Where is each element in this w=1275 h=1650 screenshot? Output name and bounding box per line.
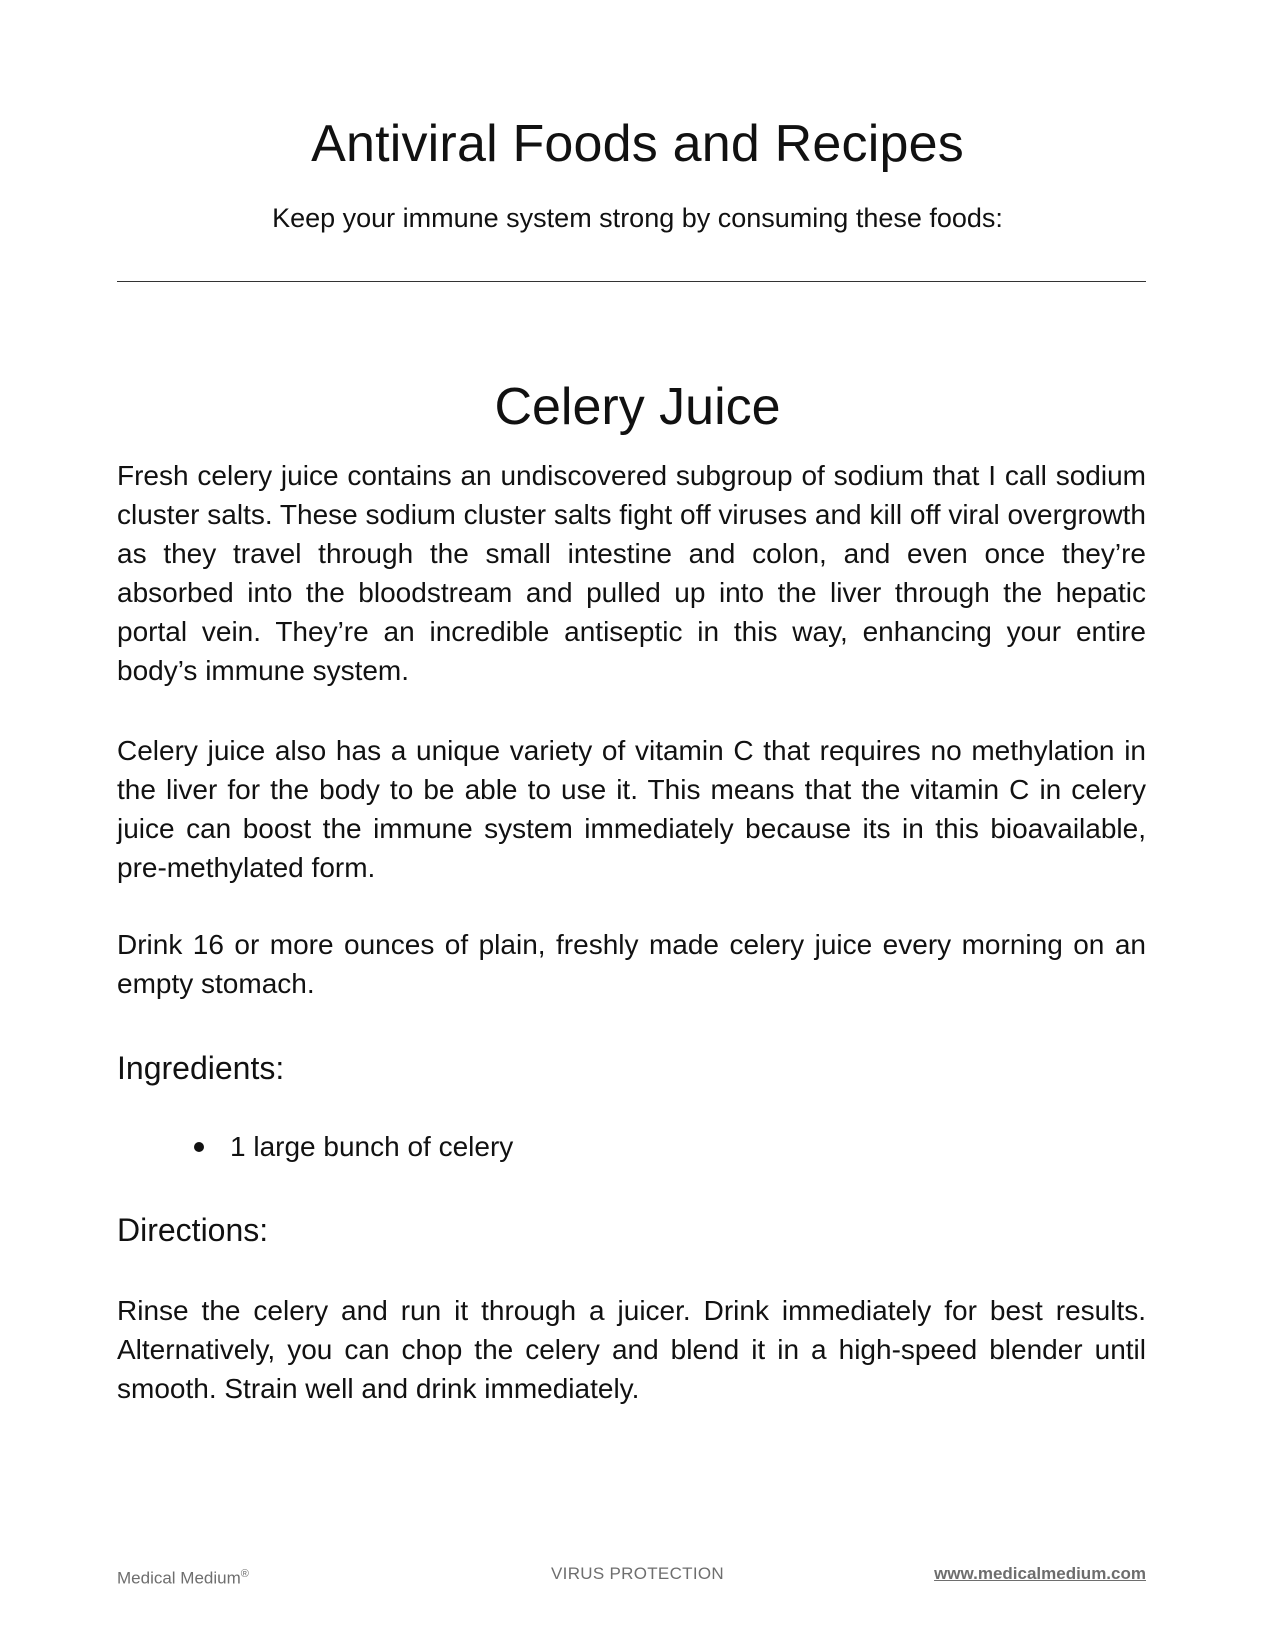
horizontal-divider — [117, 281, 1146, 282]
footer-website-link[interactable]: www.medicalmedium.com — [934, 1564, 1146, 1583]
bullet-icon — [194, 1142, 204, 1152]
footer-section-label: VIRUS PROTECTION — [551, 1564, 724, 1583]
directions-paragraph: Rinse the celery and run it through a juicer. Drink immediately for best results. Alternatively, you can chop the celery and blend it in a high-speed blender until smooth. Strain well and drink immediately. — [117, 1295, 1146, 1404]
recipe-title: Celery Juice — [494, 378, 781, 436]
ingredient-text: 1 large bunch of celery — [230, 1131, 514, 1162]
page-subtitle: Keep your immune system strong by consuming these foods: — [272, 203, 1003, 233]
ingredients-heading: Ingredients: — [117, 1050, 285, 1086]
directions-heading: Directions: — [117, 1212, 269, 1248]
list-item — [117, 1127, 1017, 1166]
registered-mark: ® — [240, 1568, 249, 1580]
intro-paragraph-2: Celery juice also has a unique variety of vitamin C that requires no methylation in the liver for the body to be able to use it. This means that the vitamin C in celery juice can boost the immune system immediately because its in this bioavailable, pre-methylated form. — [117, 735, 1146, 883]
footer-brand-text: Medical Medium — [117, 1568, 241, 1588]
ingredient-list — [117, 1127, 1017, 1166]
intro-paragraph-3: Drink 16 or more ounces of plain, freshly made celery juice every morning on an empty stomach. — [117, 929, 1146, 999]
intro-paragraph-1: Fresh celery juice contains an undiscovered subgroup of sodium that I call sodium cluster salts. These sodium cluster salts fight off viruses and kill off viral overgrowth as they travel through the small intestine and colon, and even once they’re absorbed into the bloodstream and pulled up into the liver through the hepatic portal vein. They’re an incredible antiseptic in this way, enhancing your entire body’s immune system. — [117, 460, 1146, 686]
page-title: Antiviral Foods and Recipes — [311, 115, 964, 173]
